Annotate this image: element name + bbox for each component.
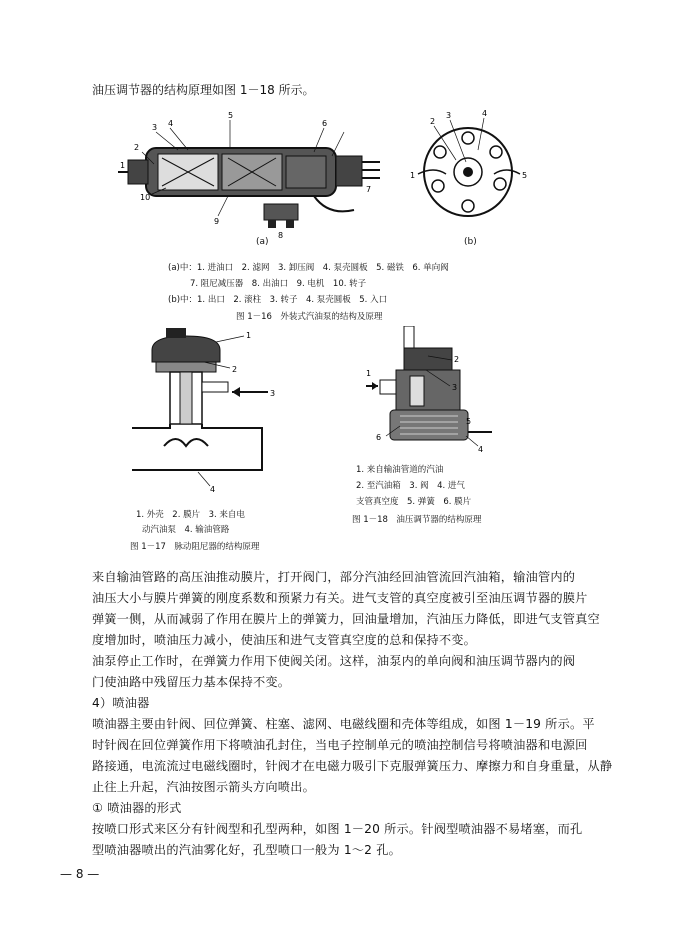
callout-a-9: 9 — [214, 217, 220, 226]
fig18-legend-line3: 支管真空度 5. 弹簧 6. 膜片 — [356, 497, 472, 507]
subsection-heading-injector-types: ① 喷油器的形式 — [92, 801, 182, 815]
fig18-caption: 图 1－18 油压调节器的结构原理 — [352, 515, 482, 525]
fig16-legend-line1: (a)中：1. 进油口 2. 滤网 3. 卸压阀 4. 泵壳圆板 5. 磁铁 6. 单向阀 — [168, 263, 449, 273]
subfigure-a-label: (a) — [256, 237, 269, 247]
fig17-legend-line1: 1. 外壳 2. 膜片 3. 来自电 — [136, 510, 245, 520]
callout-17-1: 1 — [246, 331, 252, 340]
callout-b-1: 1 — [410, 171, 416, 180]
callout-18-1: 1 — [366, 369, 372, 378]
fig16-legend-line3: (b)中：1. 出口 2. 滚柱 3. 转子 4. 泵壳圆板 5. 入口 — [168, 295, 388, 305]
paragraph-3-line4: 止往上升起，汽油按图示箭头方向喷出。 — [92, 780, 315, 794]
callout-b-2: 2 — [430, 117, 436, 126]
callout-18-3: 3 — [452, 383, 458, 392]
paragraph-2-line1: 油泵停止工作时，在弹簧力作用下使阀关闭。这样，油泵内的单向阀和油压调节器内的阀 — [92, 654, 576, 668]
section-heading-injector: 4）喷油器 — [92, 696, 150, 710]
callout-a-10: 10 — [140, 193, 151, 202]
callout-18-6: 6 — [376, 433, 382, 442]
callout-b-3: 3 — [446, 111, 452, 120]
paragraph-3-line3: 路接通，电流流过电磁线圈时，针阀才在电磁力吸引下克服弹簧压力、摩擦力和自身重量，从静 — [92, 759, 613, 773]
callout-18-2: 2 — [454, 355, 460, 364]
callout-a-3: 3 — [152, 123, 158, 132]
fig17-caption: 图 1－17 脉动阻尼器的结构原理 — [130, 542, 260, 552]
callout-17-3: 3 — [270, 389, 276, 398]
callout-18-4: 4 — [478, 445, 484, 454]
callout-18-5: 5 — [466, 417, 472, 426]
callout-17-4: 4 — [210, 485, 216, 492]
paragraph-3-line1: 喷油器主要由针阀、回位弹簧、柱塞、滤网、电磁线圈和壳体等组成，如图 1－19 所示。平 — [92, 717, 595, 731]
fig18-legend-line2: 2. 至汽油箱 3. 阀 4. 进气 — [356, 481, 465, 491]
paragraph-4-line2: 型喷油器喷出的汽油雾化好，孔型喷口一般为 1～2 孔。 — [92, 843, 401, 857]
paragraph-1-line2: 油压大小与膜片弹簧的刚度系数和预紧力有关。进气支管的真空度被引至油压调节器的膜片 — [92, 591, 588, 605]
callout-b-4: 4 — [482, 109, 488, 118]
paragraph-2-line2: 门使油路中残留压力基本保持不变。 — [92, 675, 291, 689]
intro-line: 油压调节器的结构原理如图 1－18 所示。 — [92, 83, 315, 97]
figure-1-17-damper-drawing — [126, 328, 276, 492]
fig17-legend-line2: 动汽油泵 4. 输油管路 — [142, 525, 230, 535]
fig18-legend-line1: 1. 来自输油管道的汽油 — [356, 465, 444, 475]
paragraph-3-line2: 时针阀在回位弹簧作用下将喷油孔封住，当电子控制单元的喷油控制信号将喷油器和电源回 — [92, 738, 588, 752]
fig16-caption: 图 1－16 外装式汽油泵的结构及原理 — [236, 312, 383, 322]
callout-a-6: 6 — [322, 119, 328, 128]
paragraph-1-line4: 度增加时，喷油压力减小，使油压和进气支管真空度的总和保持不变。 — [92, 633, 477, 647]
figure-1-18-regulator-drawing — [366, 326, 496, 458]
subfigure-b-label: (b) — [464, 237, 477, 247]
callout-a-7: 7 — [366, 185, 372, 194]
callout-a-8: 8 — [278, 231, 284, 240]
callout-17-2: 2 — [232, 365, 238, 374]
paragraph-1-line1: 来自输油管路的高压油推动膜片，打开阀门，部分汽油经回油管流回汽油箱，输油管内的 — [92, 570, 576, 584]
callout-a-4: 4 — [168, 119, 174, 128]
figure-1-16b-roller-diagram — [410, 108, 530, 230]
callout-a-5: 5 — [228, 112, 234, 120]
callout-b-5: 5 — [522, 171, 528, 180]
callout-a-1: 1 — [120, 161, 126, 170]
figure-1-16a-pump-drawing — [118, 112, 398, 240]
page-number: — 8 — — [60, 867, 100, 881]
paragraph-1-line3: 弹簧一侧，从而减弱了作用在膜片上的弹簧力，回油量增加，汽油压力降低，即进气支管真空 — [92, 612, 600, 626]
paragraph-4-line1: 按喷口形式来区分有针阀型和孔型两种，如图 1－20 所示。针阀型喷油器不易堵塞，而孔 — [92, 822, 583, 836]
callout-a-2: 2 — [134, 143, 140, 152]
fig16-legend-line2: 7. 阻尼减压器 8. 出油口 9. 电机 10. 转子 — [190, 279, 367, 289]
